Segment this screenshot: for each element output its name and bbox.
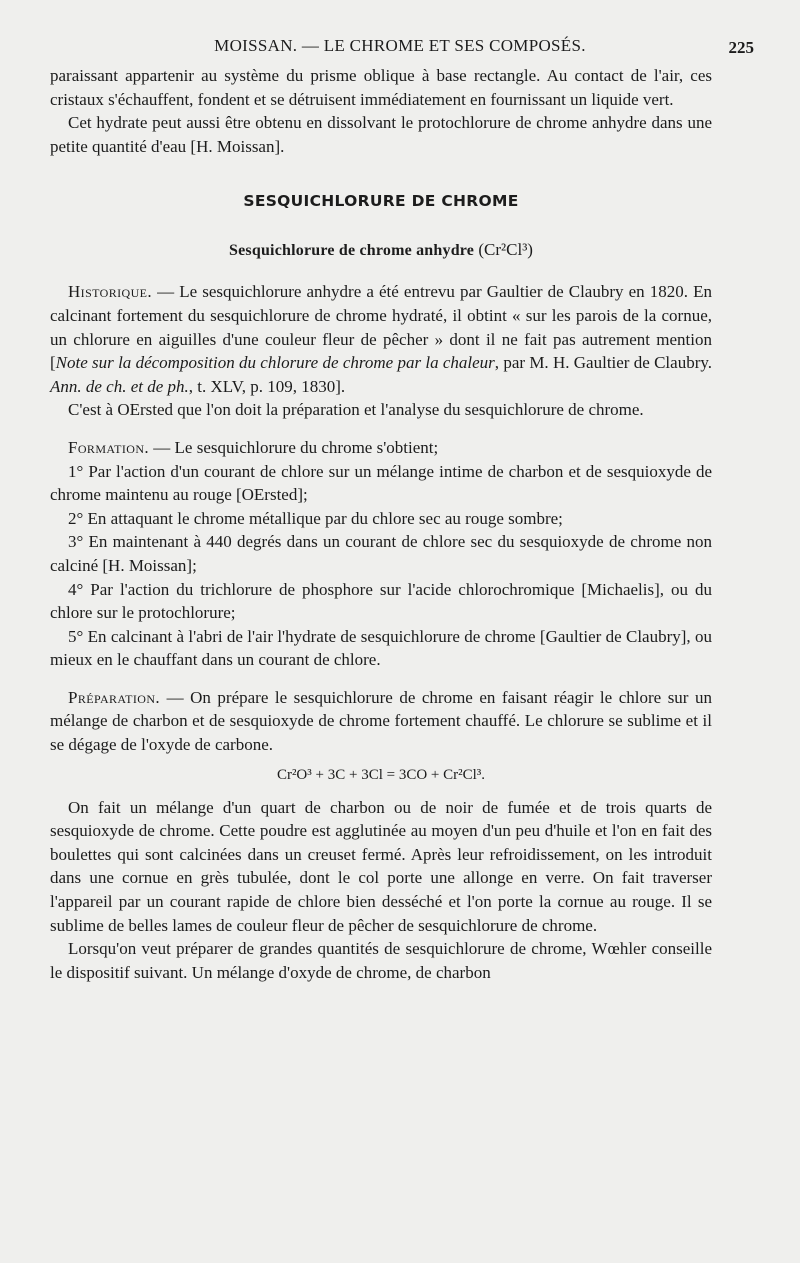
paragraph-formation (50, 436, 712, 460)
historique-label: Historique. (68, 282, 153, 302)
subsection-title (50, 240, 712, 260)
formation-item-1: 1° Par l'action d'un courant de chlore sur un mélange intime de charbon et de sesquioxyde de chrome maintenu au rouge [OErsted]; (50, 461, 712, 505)
paragraph-historique (50, 280, 712, 398)
spacer (50, 422, 712, 436)
paragraph-mixture: On fait un mélange d'un quart de charbon ou de noir de fumée et de trois quarts de sesquioxyde de chrome. Cette poudre est agglutinée au moyen d'un peu d'huile et l'on en fait des boulettes qui sont calcinées dans un creuset fermé. Après leur refroidissement, on les introduit dans une cornue en grès tubulée, dont le col porte une allonge en verre. On fait traverser l'appareil par un courant rapide de chlore bien desséché et l'on porte la cornue au rouge. Il se sublime de belles lames de couleur fleur de pêcher de sesquichlorure de chrome. (50, 797, 712, 935)
formation-label: Formation. (68, 437, 150, 457)
historique-journal: Ann. de ch. et de ph. (50, 376, 189, 396)
historique-text-before: — Le sesquichlorure anhydre a été entrevu par Gaultier de Claubry en 1820. En calcinant fortement du sesquichlorure de chrome hydraté, il obtint « sur les parois de la cornue, un chlorure en aiguilles d'une couleur fleur de pêcher » dont il ne fait pas autrement mention [ (50, 282, 712, 373)
formation-item-3: 3° En maintenant à 440 degrés dans un courant de chlore sec du sesquioxyde de chrome non calciné [H. Moissan]; (50, 532, 712, 575)
spacer (50, 672, 712, 686)
page-header (0, 36, 800, 60)
paragraph-preparation (50, 686, 712, 757)
subsection-title-text: Sesquichlorure de chrome anhydre (229, 242, 475, 260)
formation-intro: — Le sesquichlorure du chrome s'obtient; (149, 437, 439, 457)
preparation-label: Préparation. (68, 687, 161, 707)
paragraph-oersted: C'est à OErsted que l'on doit la préparation et l'analyse du sesquichlorure de chrome. (68, 400, 644, 420)
formation-item-2: 2° En attaquant le chrome métallique par du chlore sec au rouge sombre; (68, 508, 563, 528)
chemical-equation: Cr²O³ + 3C + 3Cl = 3CO + Cr²Cl³. (276, 766, 486, 783)
section-title: SESQUICHLORURE DE CHROME (243, 192, 519, 211)
paragraph-crystals: paraissant appartenir au système du prisme oblique à base rectangle. Au contact de l'air, ces cristaux s'échauffent, fondent et se détruisent immédiatement en fournissant un liquide vert. (50, 66, 712, 109)
page-body (50, 64, 712, 984)
formation-item-4: 4° Par l'action du trichlorure de phosphore sur l'acide chlorochromique [Michaelis], ou du chlore sur le protochlorure; (50, 579, 712, 623)
historique-citation-title: Note sur la décomposition du chlorure de chrome par la chaleur (55, 353, 495, 373)
historique-text-after: , t. XLV, p. 109, 1830]. (188, 376, 346, 396)
historique-text-mid: , par M. H. Gaultier de Claubry. (494, 353, 712, 373)
page-number: 225 (728, 38, 754, 57)
paragraph-hydrate: Cet hydrate peut aussi être obtenu en dissolvant le protochlorure de chrome anhydre dans une petite quantité d'eau [H. Moissan]. (50, 113, 712, 156)
formation-item-5: 5° En calcinant à l'abri de l'air l'hydrate de sesquichlorure de chrome [Gaultier de Claubry], ou mieux en le chauffant dans un courant de chlore. (50, 626, 712, 670)
subsection-formula: (Cr²Cl³) (478, 240, 533, 260)
preparation-text: — On prépare le sesquichlorure de chrome en faisant réagir le chlore sur un mélange de charbon et de sesquioxyde de chrome fortement chauffé. Le chlorure se sublime et il se dégage de l'oxyde de carbone. (50, 687, 712, 755)
paragraph-woehler: Lorsqu'on veut préparer de grandes quantités de sesquichlorure de chrome, Wœhler conseille le dispositif suivant. Un mélange d'oxyde de chrome, de charbon (50, 939, 712, 982)
running-title: MOISSAN. — LE CHROME ET SES COMPOSÉS. (214, 36, 586, 55)
